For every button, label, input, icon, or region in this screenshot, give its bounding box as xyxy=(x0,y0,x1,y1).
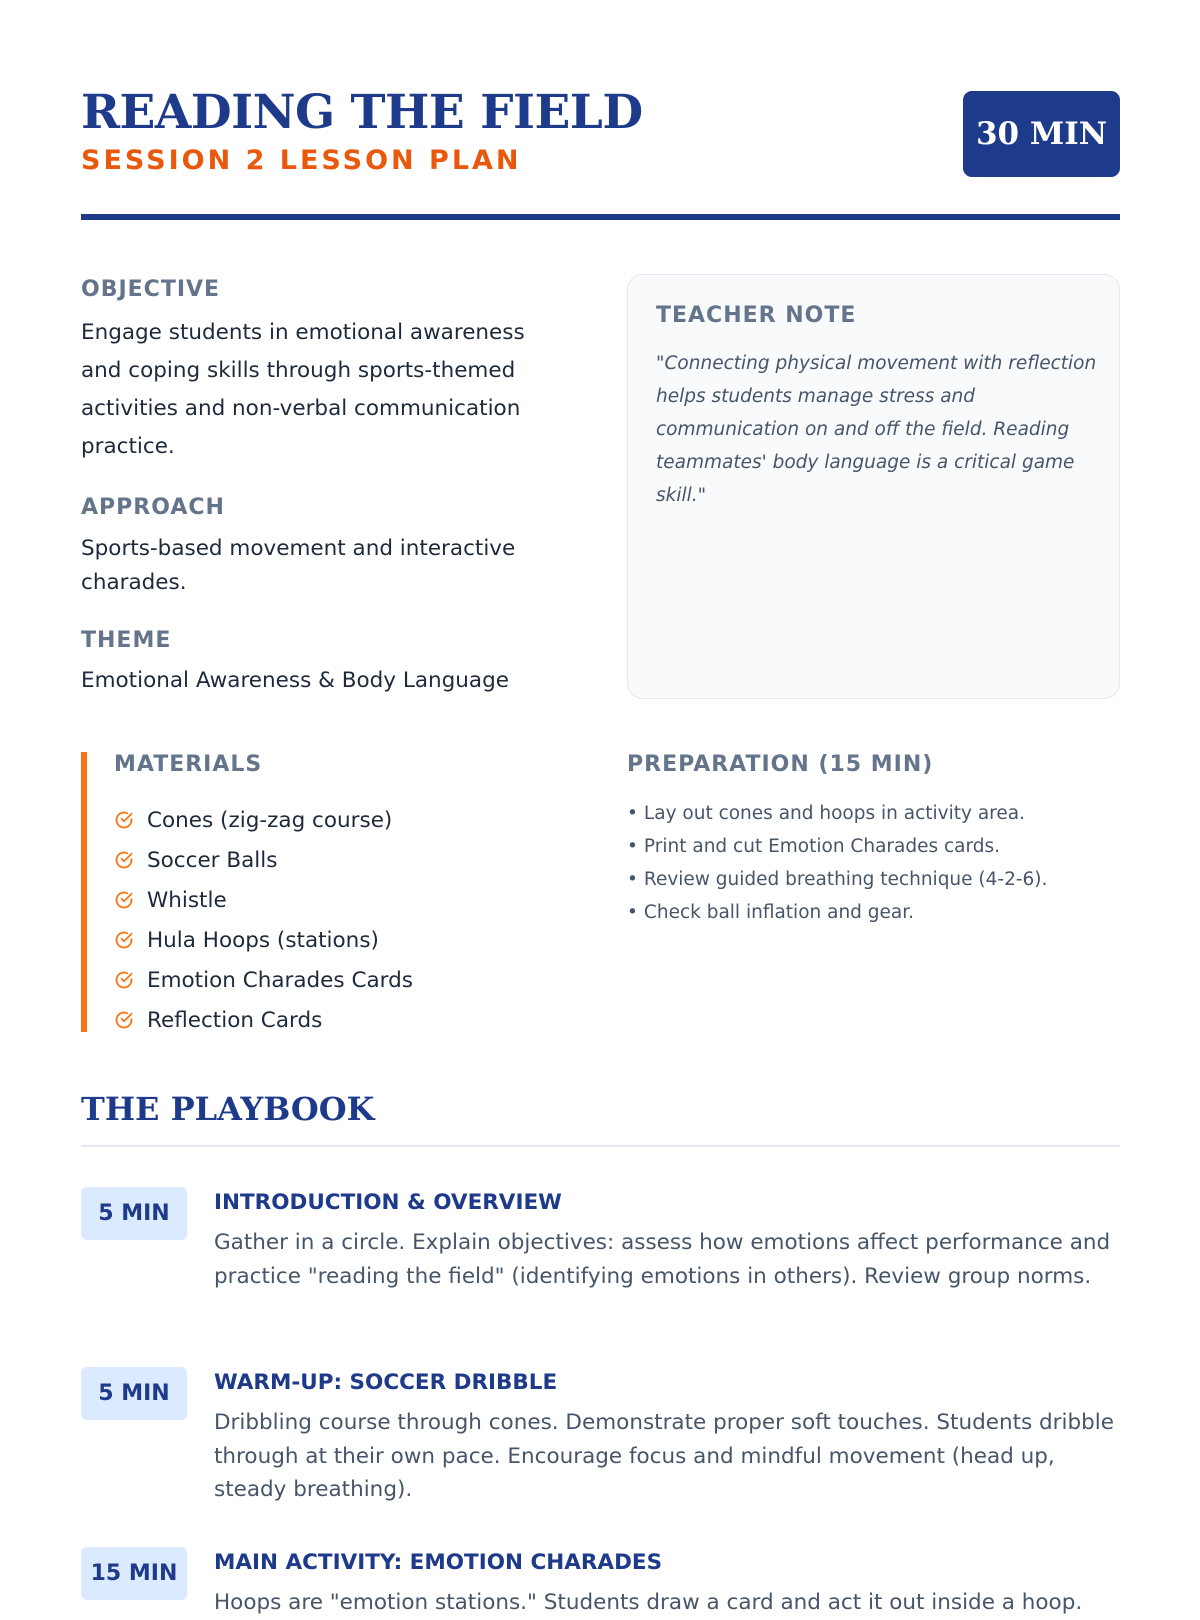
step-time-badge: 15 MIN xyxy=(81,1547,187,1600)
preparation-item xyxy=(627,797,1120,830)
header-divider xyxy=(81,214,1120,220)
theme-label: THEME xyxy=(81,628,172,653)
preparation-section xyxy=(627,752,1120,929)
step-body xyxy=(214,1547,1120,1620)
materials-item xyxy=(114,800,413,840)
teacher-note-label: TEACHER NOTE xyxy=(656,303,857,328)
approach-label: APPROACH xyxy=(81,495,225,520)
materials-item-label: Whistle xyxy=(147,887,227,913)
preparation-item xyxy=(627,896,1120,929)
check-circle-icon xyxy=(114,930,134,950)
materials-label: MATERIALS xyxy=(114,752,263,777)
materials-item-label: Reflection Cards xyxy=(147,1007,323,1033)
materials-item xyxy=(114,880,413,920)
step-description: Gather in a circle. Explain objectives: assess how emotions affect performance and practice "reading the field" (identifying emotions in others). Review group norms. xyxy=(214,1230,1111,1289)
materials-item xyxy=(114,840,413,880)
playbook-divider xyxy=(81,1145,1120,1147)
step-description: Hoops are "emotion stations." Students draw a card and act it out inside a hoop. xyxy=(214,1590,1083,1615)
check-circle-icon xyxy=(114,850,134,870)
step-time-badge: 5 MIN xyxy=(81,1367,187,1420)
materials-item xyxy=(114,960,413,1000)
check-circle-icon xyxy=(114,1010,134,1030)
preparation-item-label: Review guided breathing technique (4-2-6). xyxy=(643,869,1048,890)
materials-list xyxy=(114,800,413,1040)
check-circle-icon xyxy=(114,890,134,910)
duration-badge: 30 MIN xyxy=(963,91,1120,177)
bullet-icon: • xyxy=(627,836,638,857)
playbook-title: THE PLAYBOOK xyxy=(81,1090,375,1128)
preparation-item xyxy=(627,863,1120,896)
preparation-item-label: Print and cut Emotion Charades cards. xyxy=(643,836,1001,857)
check-circle-icon xyxy=(114,970,134,990)
materials-item-label: Cones (zig-zag course) xyxy=(147,807,393,833)
materials-section xyxy=(81,752,581,1032)
bullet-icon: • xyxy=(627,902,638,923)
page-title: READING THE FIELD xyxy=(81,85,643,140)
header xyxy=(81,86,1120,220)
step-body xyxy=(214,1367,1120,1507)
step-description: Dribbling course through cones. Demonstrate proper soft touches. Students dribble through at their own pace. Encourage focus and mindful movement (head up, steady breathing). xyxy=(214,1410,1114,1502)
preparation-list xyxy=(627,797,1120,929)
objective-text: Engage students in emotional awareness and coping skills through sports-themed activities and non-verbal communication practice. xyxy=(81,320,525,459)
bullet-icon: • xyxy=(627,803,638,824)
objective-label: OBJECTIVE xyxy=(81,277,221,302)
playbook-step xyxy=(81,1547,1120,1615)
step-time-badge: 5 MIN xyxy=(81,1187,187,1240)
materials-item-label: Soccer Balls xyxy=(147,847,278,873)
approach-text: Sports-based movement and interactive charades. xyxy=(81,536,516,595)
preparation-item xyxy=(627,830,1120,863)
step-title: INTRODUCTION & OVERVIEW xyxy=(214,1190,562,1215)
teacher-note-text: "Connecting physical movement with reflection helps students manage stress and communication on and off the field. Reading teammates' body language is a critical game skill." xyxy=(656,353,1097,506)
check-circle-icon xyxy=(114,810,134,830)
preparation-item-label: Lay out cones and hoops in activity area. xyxy=(643,803,1025,824)
materials-item xyxy=(114,920,413,960)
page-subtitle: SESSION 2 LESSON PLAN xyxy=(81,145,522,176)
preparation-item-label: Check ball inflation and gear. xyxy=(643,902,915,923)
materials-item-label: Hula Hoops (stations) xyxy=(147,927,379,953)
step-title: WARM-UP: SOCCER DRIBBLE xyxy=(214,1370,558,1395)
step-body xyxy=(214,1187,1120,1293)
teacher-note-card xyxy=(627,274,1120,699)
theme-text: Emotional Awareness & Body Language xyxy=(81,668,509,693)
preparation-label: PREPARATION (15 MIN) xyxy=(627,752,934,777)
step-title: MAIN ACTIVITY: EMOTION CHARADES xyxy=(214,1550,663,1575)
materials-item-label: Emotion Charades Cards xyxy=(147,967,413,993)
bullet-icon: • xyxy=(627,869,638,890)
materials-item xyxy=(114,1000,413,1040)
